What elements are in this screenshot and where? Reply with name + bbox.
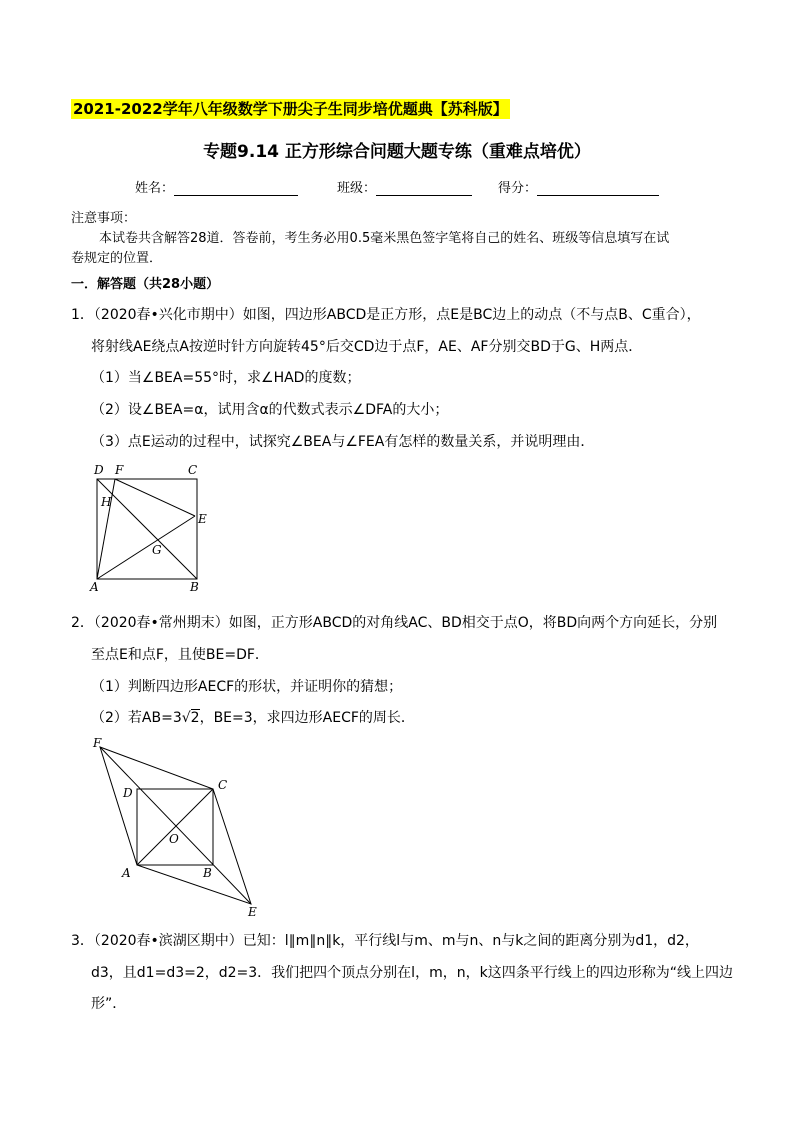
fig2-label-c: C [218,778,228,792]
q3-line1: 3．（2020春•滨湖区期中）已知：l∥m∥n∥k，平行线l与m、m与n、n与k之间的距离分别为d1，d2， [71,933,699,949]
header-banner: 2021-2022学年八年级数学下册尖子生同步培优题典【苏科版】 [73,100,508,118]
fig2-label-f: F [93,736,102,750]
q3-line2: d3，且d1=d3=2，d2=3．我们把四个顶点分别在l，m，n，k这四条平行线上的四边形称为“线上四边 [91,965,733,981]
section-title: 一．解答题（共28小题） [71,277,220,292]
fig1-label-f: F [115,463,124,477]
fig1-label-a: A [90,580,99,594]
notes-line1: 本试卷共含解答28道．答卷前，考生务必用0.5毫米黑色签字笔将自己的姓名、班级等信息填写在试 [99,231,670,246]
q2-sub2-pre: （2）若AB=3 [91,710,182,726]
score-field[interactable] [498,177,659,196]
name-underline [174,181,298,196]
q2-line2: 至点E和点F，且使BE=DF． [91,647,269,663]
fig2-label-b: B [203,866,212,880]
fig1-label-b: B [190,580,199,594]
fig1-label-h: H [101,495,112,509]
fig1-label-g: G [152,543,162,557]
q1-sub1: （1）当∠BEA=55°时，求∠HAD的度数； [91,370,361,386]
fig1-label-c: C [188,463,198,477]
q2-sub2-radicand: 2 [190,710,200,726]
q2-line1: 2．（2020春•常州期末）如图，正方形ABCD的对角线AC、BD相交于点O，将BD向两个方向延长，分别 [71,615,718,631]
class-label: 班级： [337,181,377,196]
q1-line1: 1．（2020春•兴化市期中）如图，四边形ABCD是正方形，点E是BC边上的动点（不与点B、C重合）， [71,307,701,323]
diagonal-ac [137,789,213,865]
q2-figure [85,733,275,923]
name-label: 姓名： [135,181,175,196]
q2-sub2 [91,707,415,727]
name-field[interactable] [135,177,298,196]
class-underline [376,181,472,196]
score-underline [537,181,659,196]
fig2-label-d: D [123,786,133,800]
notes-heading: 注意事项： [71,211,137,226]
q1-line2: 将射线AE绕点A按逆时针方向旋转45°后交CD边于点F，AE、AF分别交BD于G、H两点． [91,339,643,355]
page-title: 专题9.14 正方形综合问题大题专练（重难点培优） [203,142,591,162]
score-label: 得分： [498,181,538,196]
q2-sub2-post: ，BE=3，求四边形AECF的周长． [199,710,415,726]
segment-ae [97,516,195,579]
q1-sub3: （3）点E运动的过程中，试探究∠BEA与∠FEA有怎样的数量关系，并说明理由． [91,434,595,450]
fig2-label-o: O [169,832,179,846]
q2-sub1: （1）判断四边形AECF的形状，并证明你的猜想； [91,679,403,695]
fig2-label-e: E [248,905,257,919]
q1-sub2: （2）设∠BEA=α，试用含α的代数式表示∠DFA的大小； [91,402,449,418]
class-field[interactable] [337,177,472,196]
line-fe [100,747,251,904]
fig1-label-e: E [198,512,207,526]
segment-fe [115,479,195,516]
q1-figure [85,458,225,598]
fig1-label-d: D [94,463,104,477]
sqrt-symbol: √ [181,710,191,726]
q3-line3: 形”． [91,996,127,1012]
fig2-label-a: A [122,866,131,880]
notes-line2: 卷规定的位置． [71,251,163,266]
